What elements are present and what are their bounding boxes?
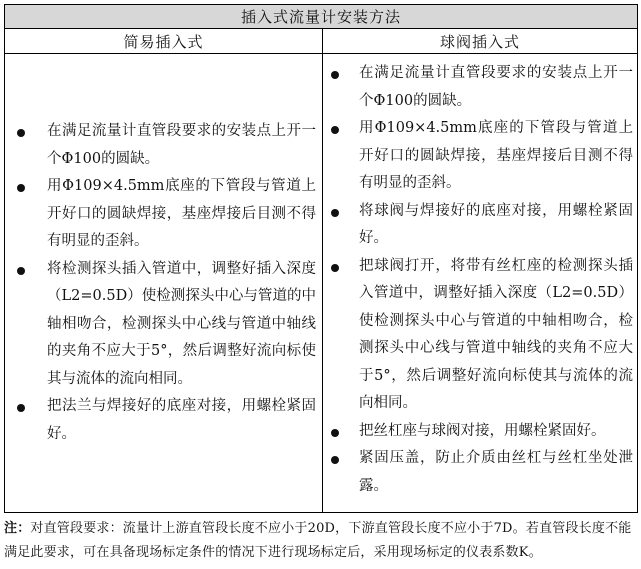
list-item	[359, 115, 633, 198]
list-item	[359, 253, 633, 418]
bullet-dot-icon	[331, 126, 339, 134]
simple-insertion-steps-cell	[5, 54, 323, 513]
footnote-label: 注：	[4, 521, 31, 536]
list-item	[359, 445, 633, 500]
installation-table	[4, 4, 638, 513]
step-text: 紧固压盖，防止介质由丝杠与丝杠坐处泄露。	[359, 450, 634, 494]
bullet-dot-icon	[331, 264, 339, 272]
step-text: 将检测探头插入管道中，调整好插入深度（L2=0.5D）使检测探头中心与管道的中轴相吻合，检测探头中心线与管道中轴线的夹角不应大于5°，然后调整好流向标使其与流体的流向相同。	[47, 260, 316, 387]
list-item	[359, 418, 633, 446]
bullet-dot-icon	[331, 209, 339, 217]
list-item	[47, 256, 316, 394]
step-text: 用Φ109×4.5mm底座的下管段与管道上开好口的圆缺焊接，基座焊接后目测不得有明显的歪斜。	[359, 120, 634, 191]
step-text: 把法兰与焊接好的底座对接，用螺栓紧固好。	[47, 398, 316, 442]
bullet-dot-icon	[17, 129, 25, 137]
bullet-dot-icon	[331, 456, 339, 464]
step-text: 把球阀打开，将带有丝杠座的检测探头插入管道中，调整好插入深度（L2=0.5D）使检测探头中心与管道的中轴相吻合，检测探头中心线与管道中轴线的夹角不应大于5°，然后调整好流向标使其与流体的流向相同。	[359, 257, 634, 411]
step-text: 在满足流量计直管段要求的安装点上开一个Φ100的圆缺。	[359, 65, 634, 109]
bullet-dot-icon	[17, 267, 25, 275]
step-text: 把丝杠座与球阀对接，用螺栓紧固好。	[359, 422, 606, 439]
column-header-simple-insertion: 简易插入式	[5, 29, 323, 54]
ball-valve-insertion-steps	[323, 54, 637, 500]
list-item	[47, 173, 316, 256]
footnote-text: 对直管段要求：流量计上游直管段长度不应小于20D，下游直管段长度不应小于7D。若直管段长度不能满足此要求，可在具备现场标定条件的情况下进行现场标定后，采用现场标定的仪表系数K。	[4, 521, 632, 560]
bullet-dot-icon	[17, 184, 25, 192]
step-text: 用Φ109×4.5mm底座的下管段与管道上开好口的圆缺焊接，基座焊接后目测不得有明显的歪斜。	[47, 178, 316, 249]
step-text: 将球阀与焊接好的底座对接，用螺栓紧固好。	[359, 202, 634, 246]
list-item	[359, 60, 633, 115]
column-header-ball-valve-insertion: 球阀插入式	[323, 29, 638, 54]
step-text: 在满足流量计直管段要求的安装点上开一个Φ100的圆缺。	[47, 123, 316, 167]
bullet-dot-icon	[331, 71, 339, 79]
bullet-dot-icon	[331, 429, 339, 437]
simple-insertion-steps	[5, 118, 322, 448]
list-item	[359, 198, 633, 253]
bullet-dot-icon	[17, 404, 25, 412]
ball-valve-insertion-steps-cell	[323, 54, 638, 513]
list-item	[47, 393, 316, 448]
installation-sheet	[4, 4, 637, 565]
table-title: 插入式流量计安装方法	[5, 5, 638, 29]
footnote	[4, 517, 637, 565]
list-item	[47, 118, 316, 173]
